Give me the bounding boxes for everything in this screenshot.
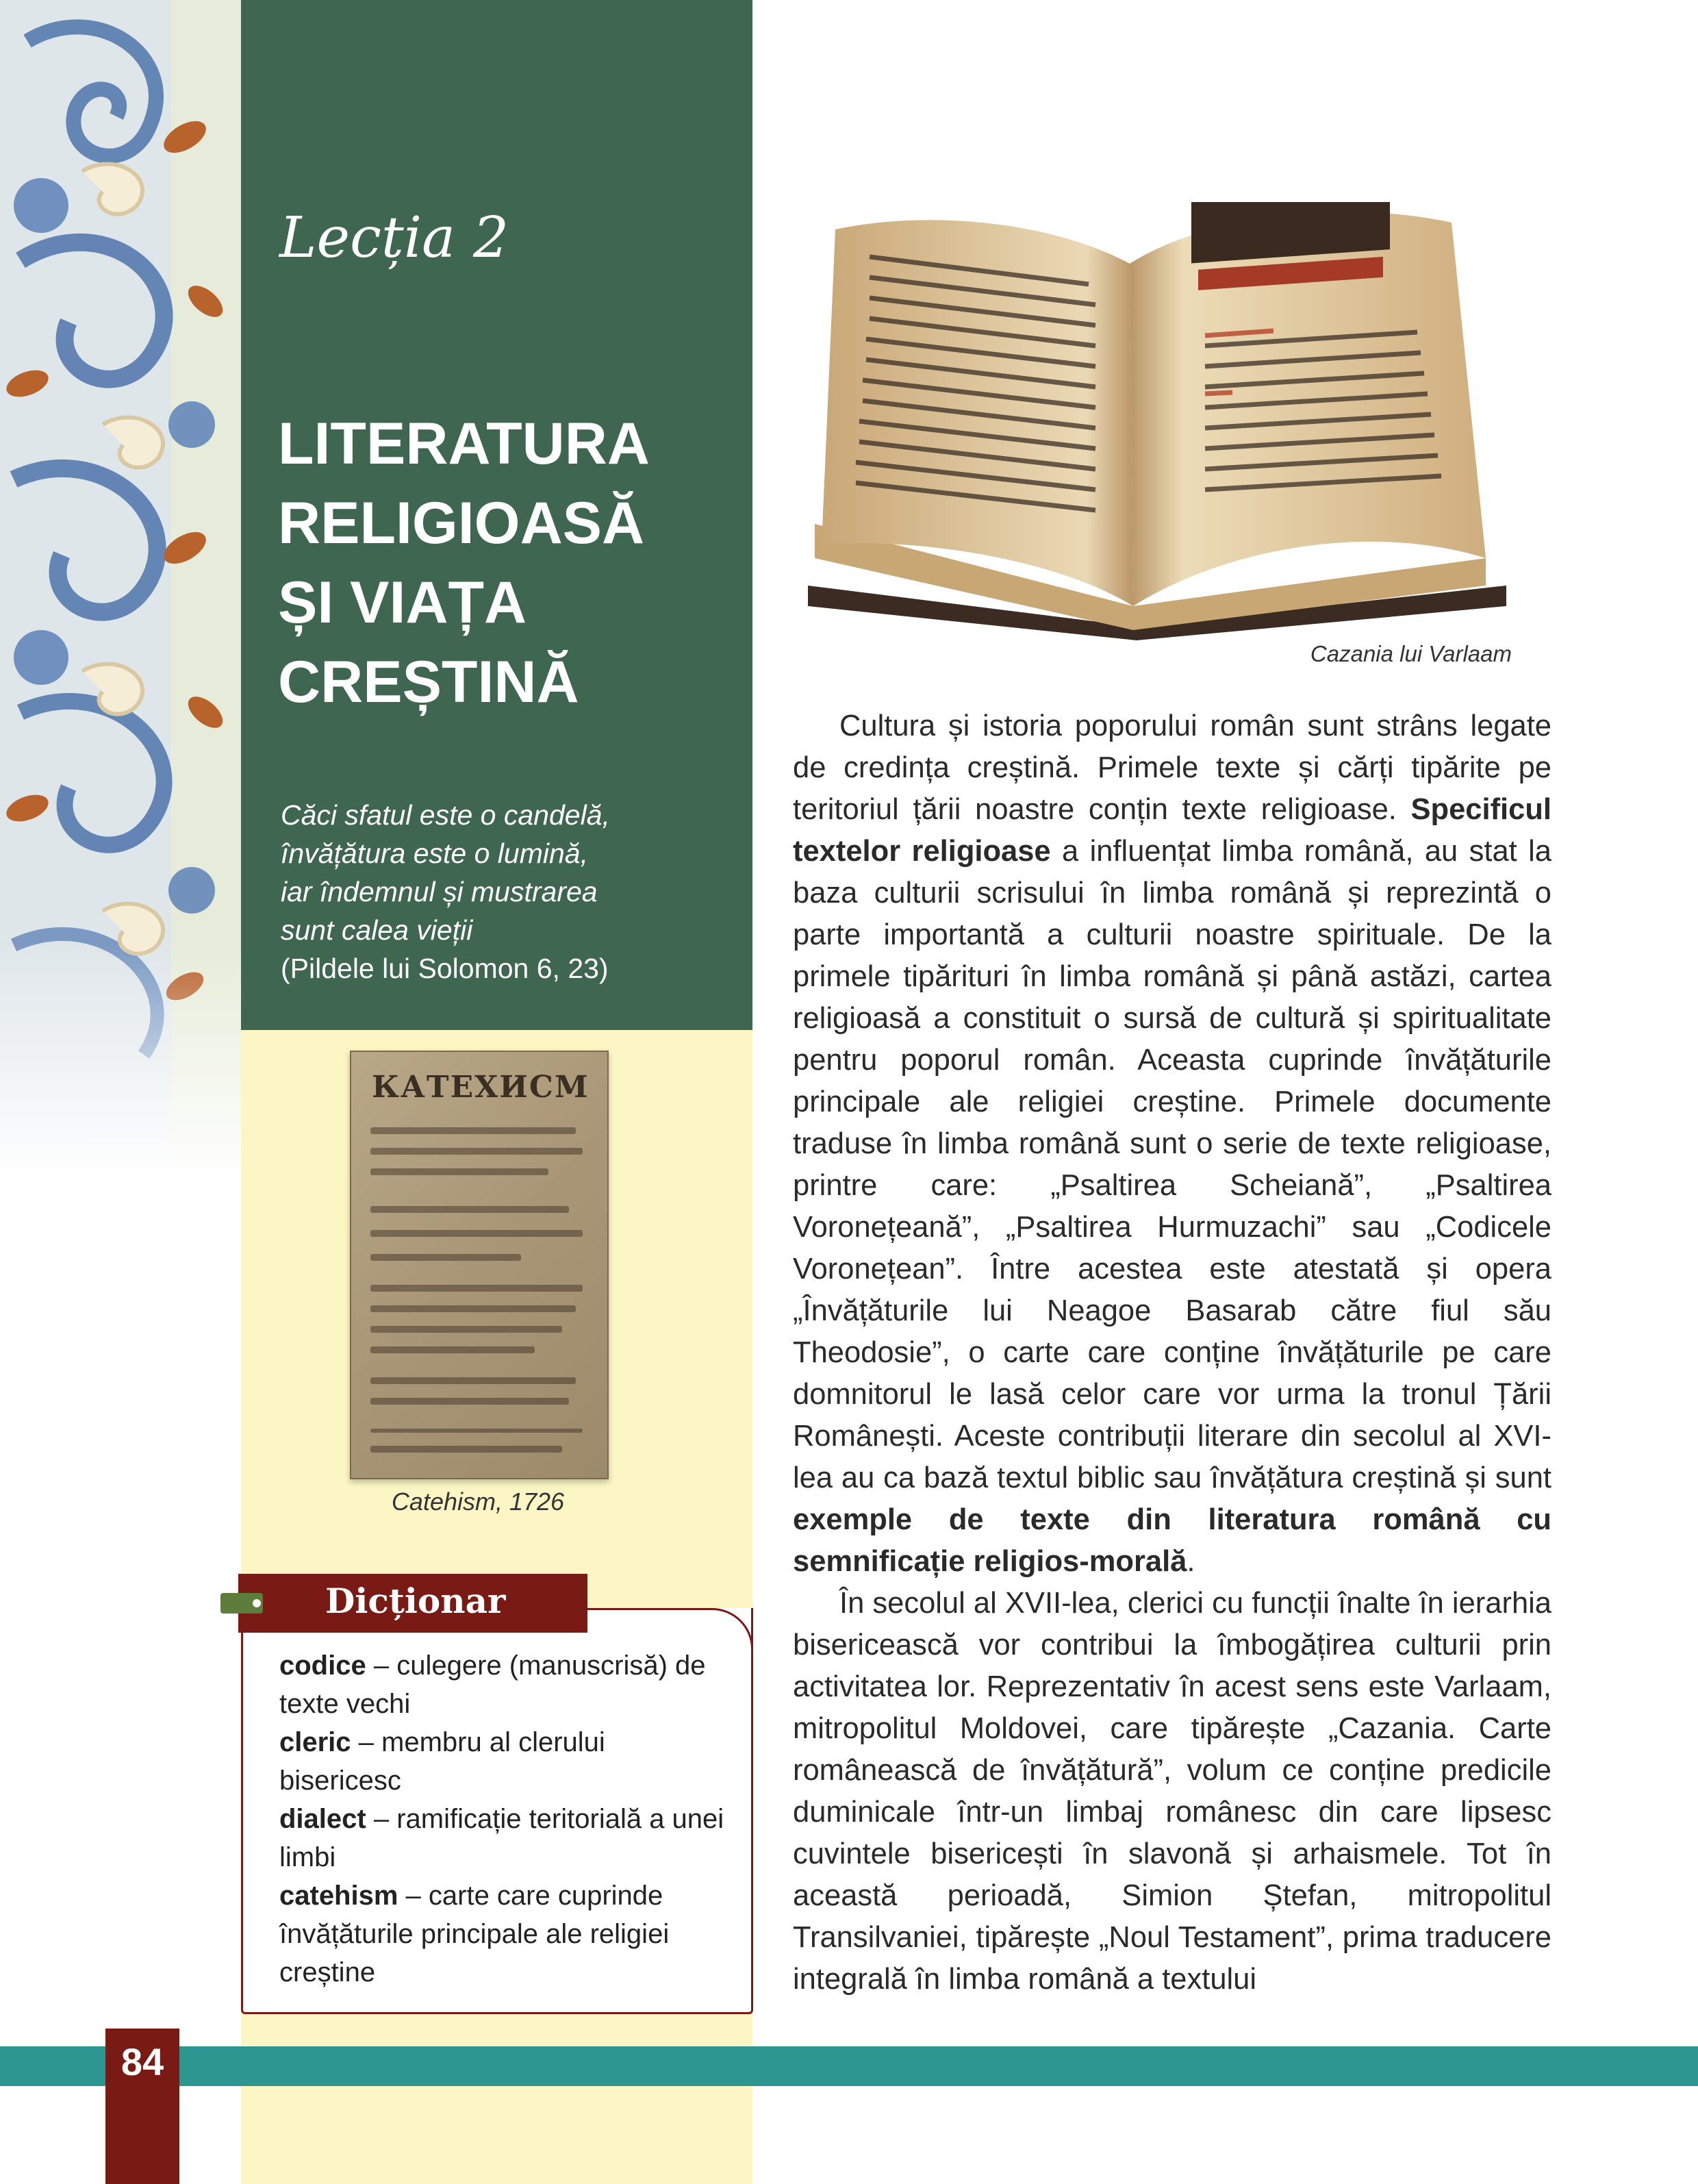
dictionary-entry [279,1646,724,1723]
lesson-title-line: CREȘTINĂ [278,649,579,715]
lesson-body [793,705,1551,2000]
dictionary-term: dialect [279,1804,366,1834]
body-text-run: Cultura și istoria poporului român sunt strâns legate de credința creștină. Primele texte și cărți tipărite pe teritoriul țării noastre conțin texte religioase. [793,710,1551,826]
motto-line: sunt calea vieții [281,914,473,946]
dictionary-entry [279,1723,724,1800]
motto-source: (Pildele lui Solomon 6, 23) [281,953,609,984]
catechism-text-line [370,1168,548,1175]
catechism-text-line [370,1305,576,1312]
motto-line: iar îndemnul și mustrarea [281,876,598,907]
dictionary-term: cleric [279,1727,351,1757]
catechism-text-line [370,1230,583,1237]
body-text-run: . [1187,1545,1195,1578]
body-text-run: a influențat limba română, au stat la baza culturii scrisului în limba română și reprezintă o parte importantă a culturii noastre spirituale. De la primele tipărituri în limba română și până astăzi, cartea religioasă a constituit o sursă de cultură și spiritualitate pentru poporul român. Aceasta cuprinde învățăturile principale ale religiei creștine. Primele documente traduse în limba română sunt o serie de texte religioase, printre care: „Psaltirea Scheiană”, „Psaltirea Voronețeană”, „Psaltirea Hurmuzachi” sau „Codicele Voronețean”. Între acestea este atestată și opera „Învățăturile lui Neagoe Basarab către fiul său Theodosie”, o carte care conține învățăturile pe care domnitorul le lasă celor care vor urma la tronul Țării Românești. Aceste contribuții literare din secolul al XVI-lea au ca bază textul biblic sau învățătura creștină și sunt [793,835,1551,1494]
dictionary-definition: – carte care cuprinde învățăturile principale ale religiei creștine [279,1881,670,1987]
dictionary-definition: – ramificație teritorială a unei limbi [279,1804,724,1872]
catechism-text-line [370,1148,583,1155]
catechism-text-line [370,1127,576,1134]
dictionary-entries [279,1646,724,1992]
page-number: 84 [121,2040,164,2083]
motto-line: Căci sfatul este o candelă, [281,799,610,831]
dictionary-definition: – membru al clerului bisericesc [279,1727,605,1796]
catechism-text-line [370,1346,535,1353]
catechism-divider [370,1429,583,1433]
dictionary-term: catehism [279,1881,398,1911]
dictionary-definition: – culegere (manuscrisă) de texte vechi [279,1650,706,1719]
dictionary-entry [279,1800,724,1877]
book-image [794,202,1513,640]
catechism-text-line [370,1398,569,1405]
catechism-cover-title: КАТЕХИСМ [372,1070,590,1105]
bullet-icon [253,1599,261,1607]
motto-line: învățătura este o lumină, [281,838,588,869]
dictionary-entry [279,1877,724,1992]
lesson-label: Lecția 2 [279,205,509,271]
lesson-title-line: LITERATURA [278,411,650,477]
ornament-strip [0,0,241,1178]
footer-bar [0,2046,1698,2086]
body-bold-run: Specificul textelor religioase [793,793,1551,868]
catechism-text-line [370,1206,569,1213]
lesson-title-line: ȘI VIAȚA [278,570,527,636]
catechism-text-line [370,1377,576,1384]
dictionary-heading: Dicționar [325,1581,506,1621]
catechism-image [350,1051,609,1479]
catechism-text-line [370,1254,521,1261]
motto-quote [281,796,705,988]
catechism-text-line [370,1326,562,1333]
ornament-pattern [0,0,241,1178]
catechism-caption: Catehism, 1726 [391,1488,565,1516]
lesson-title [278,404,716,722]
catechism-text-line [370,1446,562,1453]
dictionary-term: codice [279,1650,366,1681]
book-caption: Cazania lui Varlaam [1310,641,1512,666]
catechism-text-line [370,1285,583,1292]
body-paragraph [793,705,1551,1583]
body-bold-run: exemple de texte din literatura română cu semnificație religios-morală [793,1503,1551,1578]
lesson-title-line: RELIGIOASĂ [278,490,645,556]
body-paragraph: În secolul al XVII-lea, clerici cu funcții înalte în ierarhia bisericească vor contribui la îmbogățirea culturii prin activitatea lor. Reprezentativ în acest sens este Varlaam, mitropolitul Moldovei, care tipărește „Cazania. Carte românească de învățătură”, volum ce conține predicile duminicale într-un limbaj românesc din care lipsesc cuvintele bisericești în slavonă și arhaismele. Tot în această perioadă, Simion Ștefan, mitropolitul Transilvaniei, tipărește „Noul Testament”, prima traducere integrală în limba română a textului [793,1587,1551,1996]
